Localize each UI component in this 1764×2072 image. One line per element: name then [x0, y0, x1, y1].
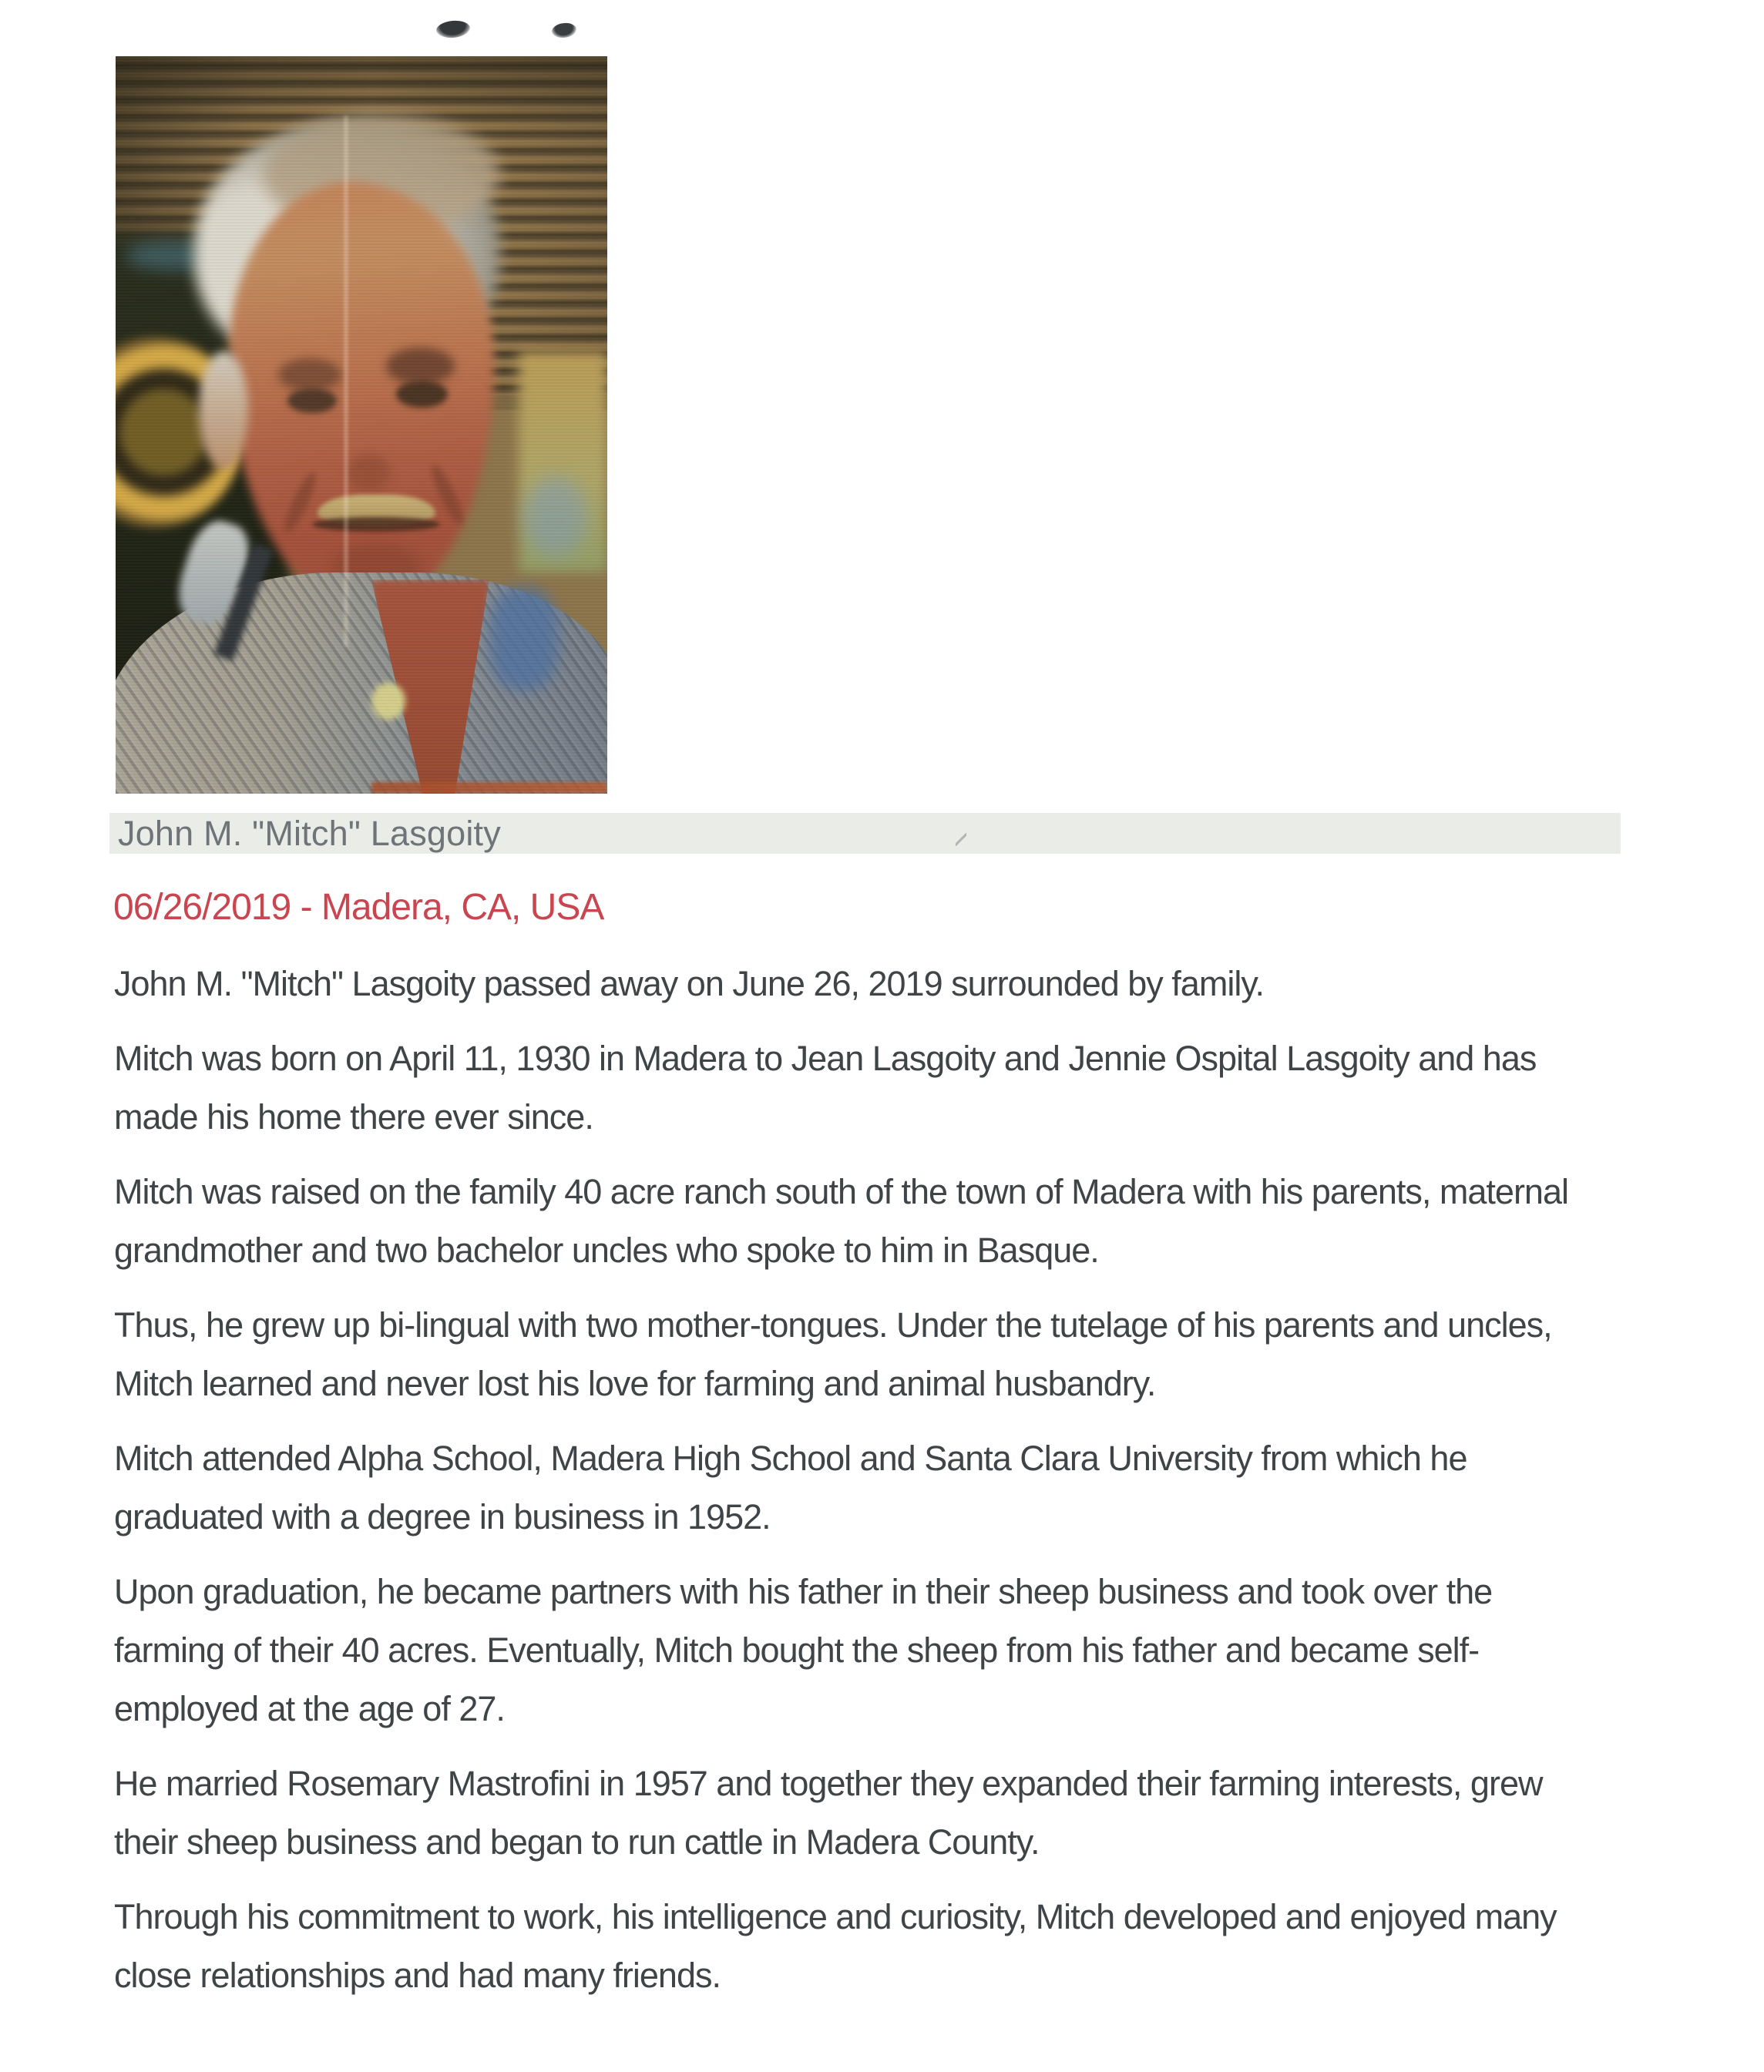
- text-line: close relationships and had many friends.: [114, 1956, 721, 1995]
- paragraph: [114, 955, 1663, 1013]
- obituary-body: [114, 955, 1663, 2021]
- photo-scan-fold-line: [344, 116, 348, 646]
- paragraph: [114, 1755, 1663, 1872]
- text-line: Mitch was born on April 11, 1930 in Madera to Jean Lasgoity and Jennie Ospital Lasgoity and has: [114, 1039, 1537, 1078]
- photo-collar-blue-patch: [489, 587, 558, 690]
- paragraph: [114, 1296, 1663, 1413]
- text-line: Mitch attended Alpha School, Madera High School and Santa Clara University from which he: [114, 1439, 1467, 1478]
- photo-left-eye: [287, 388, 337, 414]
- text-line: grandmother and two bachelor uncles who spoke to him in Basque.: [114, 1231, 1099, 1270]
- scan-artifact-mark: [435, 19, 471, 39]
- photo-right-eye: [396, 381, 448, 407]
- text-line: made his home there ever since.: [114, 1097, 593, 1137]
- photo-blue-reflection: [524, 476, 588, 557]
- text-line: Mitch learned and never lost his love for farming and animal husbandry.: [114, 1364, 1156, 1403]
- death-dateline: 06/26/2019 - Madera, CA, USA: [113, 887, 604, 928]
- text-line: Through his commitment to work, his intelligence and curiosity, Mitch developed and enjoyed many: [114, 1897, 1557, 1936]
- text-line: graduated with a degree in business in 1952.: [114, 1497, 771, 1536]
- photo-bottom-edge-strip: [371, 782, 607, 794]
- text-line: Upon graduation, he became partners with his father in their sheep business and took over the: [114, 1572, 1493, 1611]
- paragraph: [114, 1429, 1663, 1546]
- paragraph: [114, 1029, 1663, 1147]
- text-line: employed at the age of 27.: [114, 1689, 505, 1728]
- scan-speck: [956, 833, 966, 846]
- text-line: farming of their 40 acres. Eventually, Mitch bought the sheep from his father and became self-: [114, 1630, 1480, 1670]
- text-line: He married Rosemary Mastrofini in 1957 and together they expanded their farming interests, grew: [114, 1764, 1543, 1803]
- paragraph: [114, 1888, 1663, 2005]
- paragraph: [114, 1563, 1663, 1738]
- text-line: Mitch was raised on the family 40 acre ranch south of the town of Madera with his parents, maternal: [114, 1172, 1568, 1211]
- text-line: Thus, he grew up bi-lingual with two mother-tongues. Under the tutelage of his parents and uncles,: [114, 1305, 1552, 1345]
- text-line: John M. "Mitch" Lasgoity passed away on June 26, 2019 surrounded by family.: [114, 964, 1264, 1003]
- portrait-photo: [116, 56, 607, 794]
- scan-artifact-mark: [551, 22, 577, 39]
- photo-right-eyebrow: [386, 348, 455, 385]
- photo-caption-bar: [109, 813, 1621, 854]
- photo-nose-shadow: [347, 455, 391, 492]
- photo-caption-text: John M. "Mitch" Lasgoity: [118, 813, 501, 853]
- photo-ear: [199, 351, 248, 469]
- paragraph: [114, 1163, 1663, 1280]
- text-line: their sheep business and began to run cattle in Madera County.: [114, 1822, 1040, 1862]
